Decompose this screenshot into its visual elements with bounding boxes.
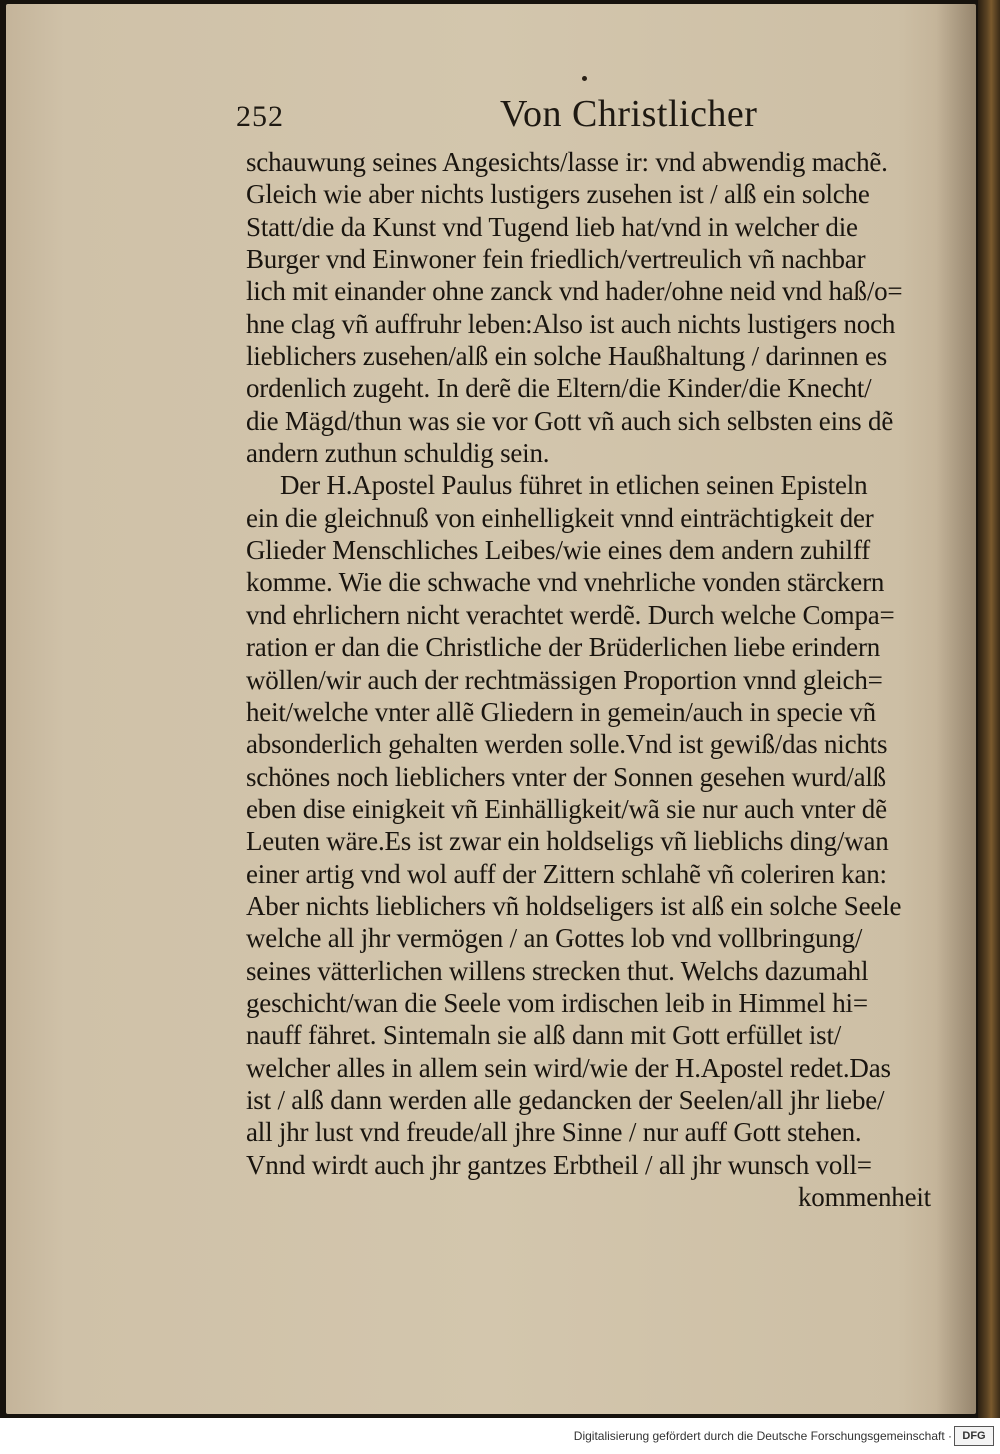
text-line: all jhr lust vnd freude/all jhre Sinne / nur auff Gott stehen. <box>246 1117 862 1148</box>
text-line: eben dise einigkeit vñ Einhälligkeit/wã sie nur auch vnter dẽ <box>246 793 887 824</box>
text-line: ist / alß dann werden alle gedancken der Seelen/all jhr liebe/ <box>246 1084 885 1115</box>
dfg-logo: DFG <box>954 1426 994 1446</box>
book-edge <box>978 0 1000 1418</box>
running-head: Von Christlicher <box>500 93 758 135</box>
text-line: Gleich wie aber nichts lustigers zusehen ist / alß ein solche <box>246 179 870 210</box>
text-line: seines vätterlichen willens strecken thut. Welchs dazumahl <box>246 955 869 986</box>
text-line: hne clag vñ auffruhr leben:Also ist auch nichts lustigers noch <box>246 308 896 339</box>
page-number: 252 <box>236 100 284 133</box>
text-line: wöllen/wir auch der rechtmässigen Proportion vnnd gleich= <box>246 664 883 695</box>
text-line: geschicht/wan die Seele vom irdischen leib in Himmel hi= <box>246 987 868 1018</box>
text-line: nauff fähret. Sintemaln sie alß dann mit Gott erfüllet ist/ <box>246 1020 842 1051</box>
text-line: Burger vnd Einwoner fein friedlich/vertreulich vñ nachbar <box>246 244 866 275</box>
text-line: einer artig vnd wol auff der Zittern schlahẽ vñ coleriren kan: <box>246 858 887 889</box>
text-line: heit/welche vnter allẽ Gliedern in gemein/auch in specie vñ <box>246 696 876 727</box>
text-line: vnd ehrlichern nicht verachtet werdẽ. Durch welche Compa= <box>246 599 895 630</box>
text-line: die Mägd/thun was sie vor Gott vñ auch sich selbsten eins dẽ <box>246 405 894 436</box>
text-line: lieblichers zusehen/alß ein solche Haußhaltung / darinnen es <box>246 341 888 372</box>
text-line: Vnnd wirdt auch jhr gantzes Erbtheil / all jhr wunsch voll= <box>246 1149 872 1180</box>
text-line: ration er dan die Christliche der Brüderlichen liebe erindern <box>246 632 881 663</box>
text-line: welcher alles in allem sein wird/wie der H.Apostel redet.Das <box>246 1052 891 1083</box>
funding-credit: Digitalisierung gefördert durch die Deutsche Forschungsgemeinschaft · <box>573 1429 952 1443</box>
text-line: schauwung seines Angesichts/lasse ir: vnd abwendig machẽ. <box>246 147 888 177</box>
text-line: lich mit einander ohne zanck vnd hader/ohne neid vnd haß/o= <box>246 276 903 307</box>
text-line: andern zuthun schuldig sein. <box>246 438 550 469</box>
text-line: Statt/die da Kunst vnd Tugend lieb hat/vnd in welcher die <box>246 211 858 242</box>
ink-mark <box>582 76 587 81</box>
text-line: ordenlich zugeht. In derẽ die Eltern/die Kinder/die Knecht/ <box>246 373 872 404</box>
footer-bar <box>0 1418 1000 1454</box>
text-line: absonderlich gehalten werden solle.Vnd ist gewiß/das nichts <box>246 729 888 760</box>
text-line: ein die gleichnuß von einhelligkeit vnnd einträchtigkeit der <box>246 502 874 533</box>
text-line: welche all jhr vermögen / an Gottes lob vnd vollbringung/ <box>246 923 863 954</box>
catchword: kommenheit <box>798 1182 931 1212</box>
body-text <box>246 146 946 1213</box>
text-line: komme. Wie die schwache vnd vnehrliche vonden stärckern <box>246 567 885 598</box>
text-line: Aber nichts lieblichers vñ holdseligers ist alß ein solche Seele <box>246 890 902 921</box>
text-line: Glieder Menschliches Leibes/wie eines dem andern zuhilff <box>246 535 871 566</box>
paragraph-start-line: Der H.Apostel Paulus führet in etlichen seinen Episteln <box>280 470 868 501</box>
text-line: schönes noch lieblichers vnter der Sonnen gesehen wurd/alß <box>246 761 886 792</box>
text-line: Leuten wäre.Es ist zwar ein holdseligs vñ lieblichs ding/wan <box>246 826 889 857</box>
